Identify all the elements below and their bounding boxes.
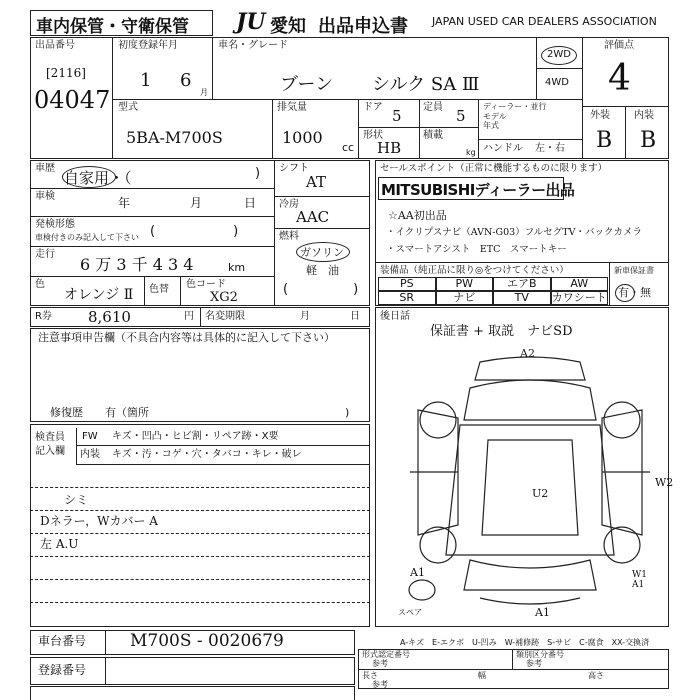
plate-row: [30, 686, 355, 700]
exterior-label: 外装: [590, 110, 610, 121]
history-value: 自家用・（: [64, 169, 132, 187]
fw-items: キズ・凹凸・ヒビ割・リペア跡・X要: [112, 431, 279, 442]
equipment-item: AW: [551, 277, 609, 291]
name-change-day: 日: [350, 311, 360, 322]
spare-label: スペア: [398, 608, 422, 617]
equipment-item: PW: [436, 277, 494, 291]
first-reg-label: 初度登録年月: [118, 40, 178, 51]
sales-line2: ・イクリプスナビ（AVN-G03）フルセグTV・バックカメラ: [386, 227, 643, 238]
chassis-value: M700S - 0020679: [130, 631, 284, 651]
damage-a1-left: A1: [410, 566, 425, 579]
color-code-label: 色コード: [186, 279, 226, 290]
sales-line1: ☆AA初出品: [388, 209, 447, 222]
score-value: 4: [608, 58, 631, 99]
damage-wa1: W1 A1: [632, 570, 647, 590]
shift-value: AT: [306, 173, 327, 191]
name-change-month: 月: [300, 311, 310, 322]
form-title: 出品申込書: [318, 16, 408, 37]
lot-prefix: [2116]: [46, 66, 86, 80]
inspection-label: 車検: [35, 191, 55, 202]
doors-label: ドア: [363, 102, 383, 113]
height-label: 高さ: [588, 671, 604, 680]
storage-label: 車内保管・守衛保管: [36, 17, 189, 37]
color-replace-label: 色替: [149, 284, 169, 295]
history-circle: [62, 166, 116, 188]
recycle-value: 8,610: [88, 308, 131, 326]
history-label: 車歴: [35, 163, 55, 174]
capacity-label: 定員: [423, 102, 443, 113]
damage-legend: A-キズ E-エクボ U-凹み W-補修跡 S-サビ C-腐食 XX-交換済: [400, 638, 650, 647]
doors: 5: [392, 107, 402, 125]
mileage-unit: km: [228, 261, 246, 274]
logo-mark: JU: [236, 9, 266, 35]
fuel-diesel: 軽 油: [306, 264, 339, 277]
mileage-value: 6 万 3 千 4 3 4: [80, 255, 194, 274]
model-grade-label: 車名・グレード: [218, 40, 288, 51]
fuel-paren: ( ): [283, 282, 359, 297]
history-close: ): [255, 166, 261, 181]
drive-4wd: 4WD: [545, 77, 569, 88]
dealer-row3: 年式: [483, 121, 499, 130]
length-label: 長さ: [362, 671, 378, 680]
note-line2: Dネラー，Wカバー A: [40, 514, 158, 528]
damage-u2: U2: [532, 487, 549, 500]
note-line1: シミ: [64, 493, 89, 507]
displacement-label: 排気量: [277, 102, 307, 113]
cooling-label: 冷房: [279, 199, 299, 210]
chassis-label: 車台番号: [38, 634, 87, 648]
discharge-paren: ( ): [150, 224, 239, 239]
sales-point-label: セールスポイント（正常に機能するものに限ります）: [380, 163, 608, 174]
recycle-label: R券: [35, 311, 52, 322]
dealer-row2: モデル: [483, 112, 507, 121]
repair-label: 修復歴 有（箇所: [50, 406, 149, 419]
equipment-item: ナビ: [436, 291, 494, 305]
dealer-row1: ディーラー・並行: [483, 102, 547, 111]
discharge-label: 発検形態: [35, 219, 75, 230]
form-cert-label: 形式認定番号: [362, 650, 410, 659]
reg-month-unit: 月: [200, 88, 208, 97]
note-line3: 左 A.U: [40, 537, 79, 551]
fw-label: FW: [82, 431, 98, 442]
length-ref: 参考: [372, 680, 388, 689]
inspection-year: 年: [118, 196, 131, 210]
cooling-value: AAC: [296, 208, 330, 226]
naisou-label: 内装: [80, 449, 100, 460]
load-unit: kg: [466, 148, 476, 157]
mileage-label: 走行: [35, 249, 55, 260]
form-cert-ref: 参考: [372, 659, 388, 668]
displacement: 1000: [282, 128, 323, 147]
lot-number: 04047: [34, 86, 111, 114]
equipment-item: TV: [493, 291, 551, 305]
name-change-label: 名変期限: [205, 311, 245, 322]
shape-label: 形状: [363, 130, 383, 141]
cc-unit: cc: [342, 141, 355, 154]
damage-a1-bottom: A1: [535, 606, 550, 619]
after-notes-value: 保証書 + 取説 ナビSD: [430, 324, 573, 339]
equipment-item: PS: [378, 277, 436, 291]
shape: HB: [377, 139, 402, 157]
sales-line3: ・スマートアシスト ETC スマートキー: [386, 244, 567, 255]
warranty-yes: 有・無: [618, 286, 651, 299]
model-code: 5BA-M700S: [126, 128, 223, 147]
reg-year: 1: [140, 70, 152, 91]
lot-number-label: 出品番号: [35, 40, 75, 51]
color-value: オレンジ Ⅱ: [64, 287, 134, 303]
association-name: JAPAN USED CAR DEALERS ASSOCIATION: [432, 15, 657, 28]
damage-w2: W2: [655, 476, 674, 489]
discharge-note: 車検付きのみ記入して下さい: [35, 233, 139, 242]
inspection-day: 日: [244, 196, 257, 210]
fuel-value: ガソリン: [300, 246, 344, 259]
equipment-item: SR: [378, 291, 436, 305]
reg-month: 6: [180, 70, 192, 91]
drive-2wd: 2WD: [547, 49, 571, 60]
equipment-item: エアB: [493, 277, 551, 291]
class-no-ref: 参考: [526, 659, 542, 668]
equipment-item: カワシート: [551, 291, 607, 304]
handle-opts: 左・右: [535, 143, 565, 154]
equipment-label: 装備品（純正品に限り◎をつけてください）: [380, 265, 569, 276]
dealer-badge: MITSUBISHIディーラー出品: [381, 181, 575, 199]
warranty-book-label: 新車保証書: [614, 266, 654, 275]
equipment-grid: [378, 277, 608, 305]
inspection-month: 月: [190, 196, 203, 210]
naisou-items: キズ・汚・コゲ・穴・タバコ・キレ・破レ: [112, 449, 302, 460]
width-label: 幅: [478, 671, 486, 680]
class-no-label: 類別区分番号: [516, 650, 564, 659]
after-notes-label: 後日話: [380, 311, 410, 322]
notice-label: 注意事項申告欄（不具合内容等は具体的に記入して下さい）: [38, 331, 335, 344]
interior-label: 内装: [634, 110, 654, 121]
model-name: ブーン: [280, 74, 334, 95]
capacity: 5: [456, 107, 466, 125]
handle-label: ハンドル: [483, 143, 523, 154]
score-label: 評価点: [604, 40, 634, 51]
grade: シルク SA Ⅲ: [372, 74, 480, 95]
color-code: XG2: [210, 290, 238, 305]
damage-a2: A2: [520, 347, 535, 360]
shift-label: シフト: [279, 163, 309, 174]
brand-name: 愛知: [270, 16, 306, 37]
color-label: 色: [35, 279, 45, 290]
model-code-label: 型式: [118, 102, 138, 113]
interior-grade: B: [640, 128, 657, 153]
entry-label: 記入欄: [35, 446, 65, 457]
warranty-circle: [615, 284, 635, 302]
recycle-yen: 円: [184, 311, 194, 322]
repair-close: ): [345, 406, 350, 419]
car-diagram: [400, 350, 660, 620]
inspector-label: 検査員: [35, 432, 65, 443]
load-label: 積載: [423, 130, 443, 141]
fuel-label: 燃料: [279, 231, 299, 242]
registration-label: 登録番号: [38, 663, 87, 677]
exterior-grade: B: [596, 128, 613, 153]
